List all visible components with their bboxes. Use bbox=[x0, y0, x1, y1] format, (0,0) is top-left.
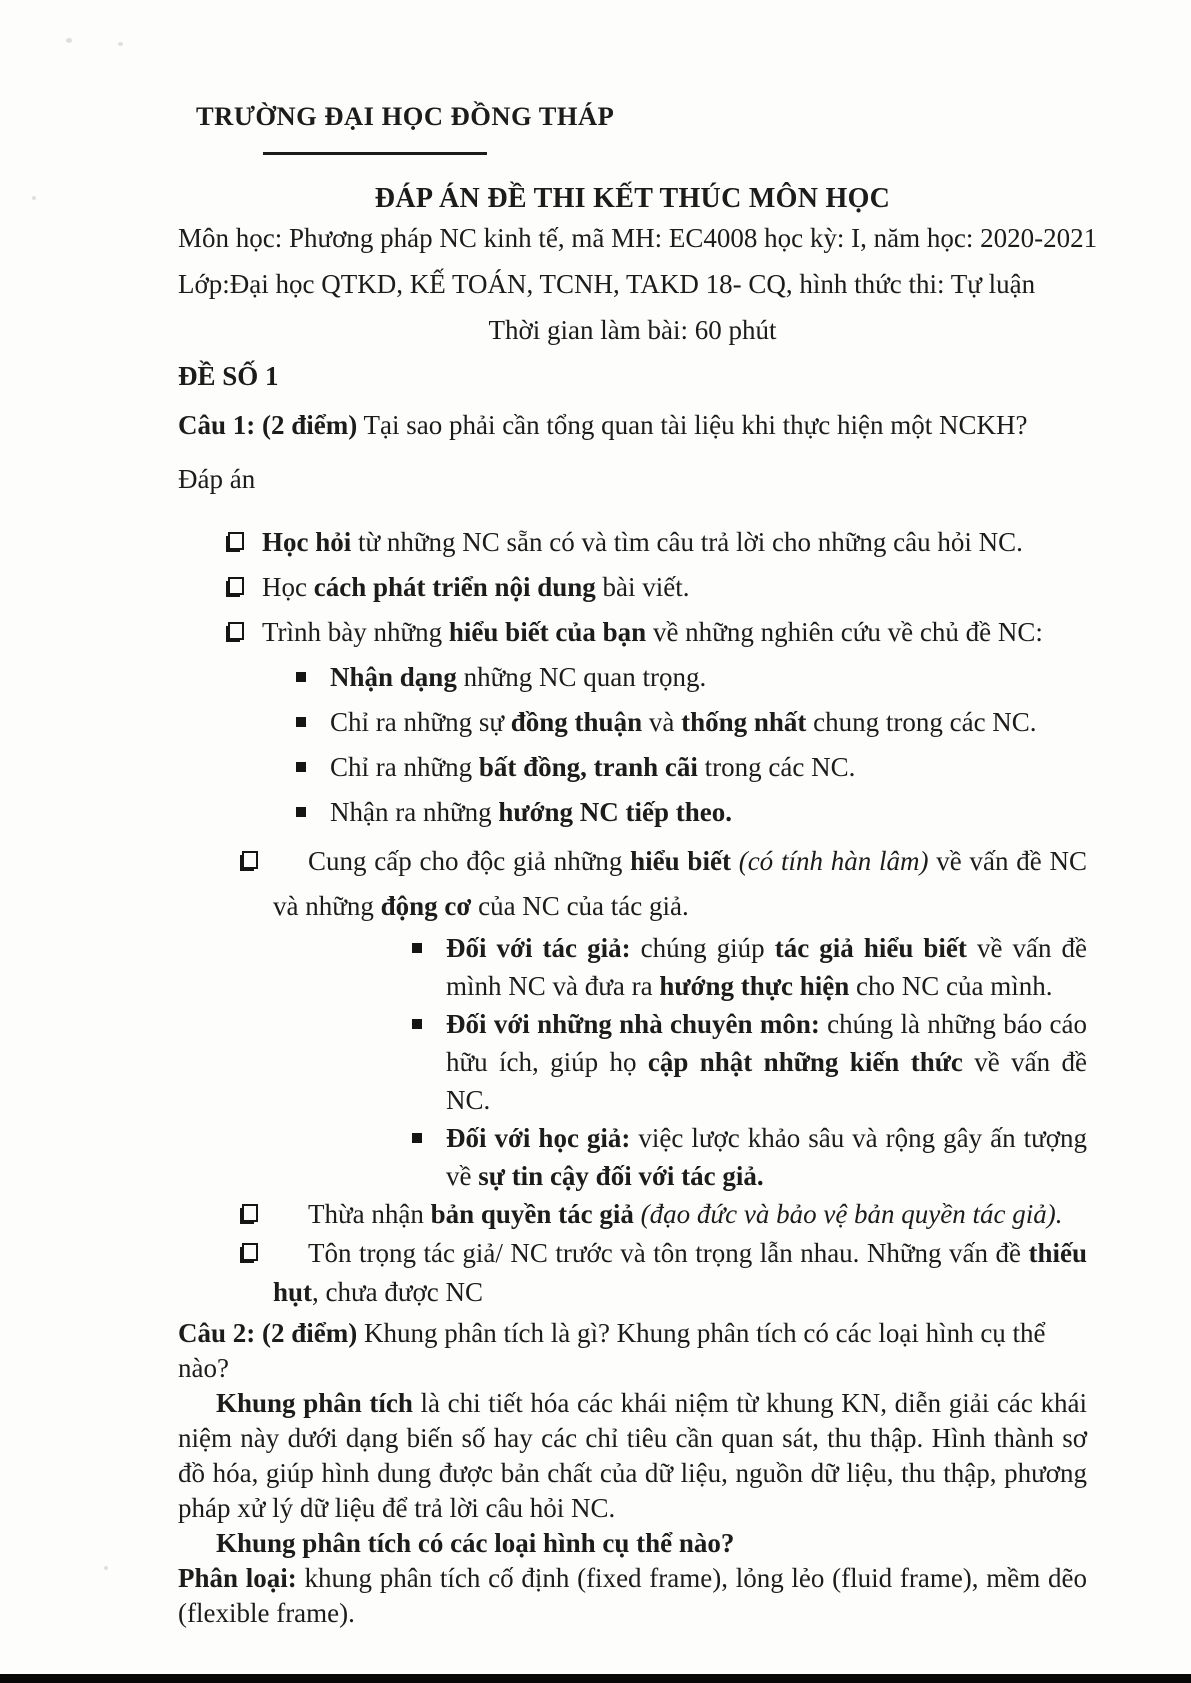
square-bullet-icon bbox=[296, 672, 306, 682]
answer-item bbox=[178, 790, 1087, 835]
text-run: từ những NC sẵn có và tìm câu trả lời cho những câu hỏi NC. bbox=[351, 527, 1023, 557]
course-line: Môn học: Phương pháp NC kinh tế, mã MH: EC4008 học kỳ: I, năm học: 2020-2021 bbox=[178, 223, 1098, 253]
square-bullet-icon bbox=[412, 1019, 422, 1029]
text-run: bất đồng, tranh cãi bbox=[478, 752, 698, 782]
text-run: Nhận ra những bbox=[330, 797, 499, 827]
answer-item bbox=[178, 1234, 1087, 1312]
text-run: chung trong các NC. bbox=[806, 707, 1037, 737]
text-run: Chỉ ra những sự bbox=[330, 707, 511, 737]
answer-item bbox=[178, 1195, 1087, 1234]
answer-item-text bbox=[262, 617, 1043, 647]
scan-speck bbox=[118, 42, 123, 46]
answer-item bbox=[178, 745, 1087, 790]
question2-classification bbox=[178, 1561, 1087, 1631]
scan-speck bbox=[66, 38, 72, 43]
duration-line: Thời gian làm bài: 60 phút bbox=[488, 315, 777, 345]
square-bullet-icon bbox=[296, 762, 306, 772]
text-run: hướng thực hiện bbox=[659, 971, 850, 1001]
text-run: Trình bày những bbox=[262, 617, 449, 647]
checkbox-bullet-icon bbox=[242, 1243, 258, 1261]
text-run: Tôn trọng tác giả/ NC trước và tôn trọng lẫn nhau. Những vấn đề bbox=[308, 1238, 1029, 1268]
answer-item bbox=[178, 520, 1087, 565]
text-run: Câu 1: (2 điểm) bbox=[178, 410, 358, 440]
document-content bbox=[178, 100, 1098, 1631]
text-run: Thừa nhận bbox=[308, 1199, 431, 1229]
answer-item-text bbox=[262, 572, 690, 602]
text-run: Chỉ ra những bbox=[330, 752, 479, 782]
text-run: Phân loại: bbox=[178, 1563, 297, 1593]
checkbox-bullet-icon bbox=[228, 622, 244, 640]
text-run: Khung phân tích là gì? Khung phân tích có các loại hình cụ thể nào? bbox=[178, 1318, 1046, 1383]
text-run: việc lược khảo sâu và rộng gây ấn tượng về bbox=[446, 1123, 1087, 1191]
checkbox-bullet-icon bbox=[242, 851, 258, 869]
answer-item bbox=[178, 655, 1087, 700]
answer-item-text bbox=[330, 707, 1037, 737]
text-run: Nhận dạng bbox=[330, 662, 457, 692]
text-run: hiểu biết của bạn bbox=[448, 617, 647, 647]
answer-item-text bbox=[446, 933, 1087, 1001]
text-run: trong các NC. bbox=[697, 752, 856, 782]
answer-item bbox=[178, 1119, 1087, 1195]
answer-item-text bbox=[273, 846, 1087, 921]
text-run: thống nhất bbox=[681, 707, 807, 737]
question2-subheading: Khung phân tích có các loại hình cụ thể nào? bbox=[216, 1528, 735, 1558]
answer-item bbox=[178, 610, 1087, 655]
text-run: Đối với học giả: bbox=[446, 1123, 631, 1153]
text-run: , chưa được NC bbox=[312, 1277, 484, 1307]
text-run: Cung cấp cho độc giả những bbox=[308, 846, 631, 876]
text-run: và bbox=[642, 707, 682, 737]
answer-item-text bbox=[330, 662, 706, 692]
text-run: cập nhật những kiến thức bbox=[647, 1047, 963, 1077]
checkbox-bullet-icon bbox=[242, 1204, 258, 1222]
answer-item bbox=[178, 1005, 1087, 1119]
text-run: hướng NC tiếp theo. bbox=[498, 797, 733, 827]
answer-item bbox=[178, 839, 1087, 929]
answer-item-text bbox=[446, 1009, 1087, 1115]
university-name: TRƯỜNG ĐẠI HỌC ĐỒNG THÁP bbox=[196, 101, 615, 131]
square-bullet-icon bbox=[412, 943, 422, 953]
text-run: về vấn đề NC. bbox=[446, 1047, 1087, 1115]
question1-heading bbox=[178, 402, 1087, 448]
text-run: Đối với tác giả: bbox=[446, 933, 631, 963]
text-run: chúng giúp bbox=[630, 933, 775, 963]
answer-item-text bbox=[262, 527, 1023, 557]
text-run: của NC của tác giả. bbox=[471, 891, 689, 921]
answer-label: Đáp án bbox=[178, 464, 256, 494]
text-run: những NC quan trọng. bbox=[456, 662, 707, 692]
text-run: về vấn đề mình NC và đưa ra bbox=[446, 933, 1087, 1001]
answer-item bbox=[178, 700, 1087, 745]
answer-item-text bbox=[446, 1123, 1087, 1191]
answer-list bbox=[178, 520, 1087, 1312]
text-run: cho NC của mình. bbox=[849, 971, 1053, 1001]
text-run: cách phát triển nội dung bbox=[313, 572, 596, 602]
class-line: Lớp:Đại học QTKD, KẾ TOÁN, TCNH, TAKD 18- CQ, hình thức thi: Tự luận bbox=[178, 269, 1036, 299]
text-run: sự tin cậy đối với tác giả. bbox=[478, 1161, 764, 1191]
text-run: tác giả hiểu biết bbox=[774, 933, 967, 963]
text-run: (có tính hàn lâm) bbox=[738, 846, 929, 876]
question2-paragraph bbox=[178, 1386, 1087, 1526]
exam-set-number: ĐỀ SỐ 1 bbox=[178, 361, 279, 391]
answer-item-text bbox=[273, 1238, 1087, 1307]
text-run: chúng là những báo cáo hữu ích, giúp họ bbox=[446, 1009, 1087, 1077]
square-bullet-icon bbox=[412, 1133, 422, 1143]
checkbox-bullet-icon bbox=[228, 577, 244, 595]
question2-heading bbox=[178, 1316, 1087, 1386]
text-run: bản quyền tác giả bbox=[430, 1199, 634, 1229]
text-run: Câu 2: (2 điểm) bbox=[178, 1318, 358, 1348]
text-run: Tại sao phải cần tổng quan tài liệu khi thực hiện một NCKH? bbox=[357, 410, 1028, 440]
text-run: bài viết. bbox=[595, 572, 690, 602]
text-run: đồng thuận bbox=[510, 707, 643, 737]
square-bullet-icon bbox=[296, 717, 306, 727]
text-run: Học bbox=[262, 572, 314, 602]
text-run bbox=[634, 1199, 641, 1229]
answer-item-text bbox=[330, 752, 855, 782]
answer-item bbox=[178, 929, 1087, 1005]
text-run: động cơ bbox=[380, 891, 472, 921]
answer-item-text bbox=[308, 1199, 1063, 1229]
text-run: Khung phân tích bbox=[216, 1388, 413, 1418]
text-run: khung phân tích cố định (fixed frame), lỏng lẻo (fluid frame), mềm dẽo (flexible frame). bbox=[178, 1563, 1087, 1628]
text-run: về vấn đề NC và những bbox=[273, 846, 1087, 921]
scan-edge-bar bbox=[0, 1674, 1191, 1683]
text-run: hiểu biết bbox=[630, 846, 731, 876]
text-run: Học hỏi bbox=[262, 527, 352, 557]
checkbox-bullet-icon bbox=[228, 532, 244, 550]
header-underline bbox=[263, 152, 487, 155]
text-run bbox=[731, 846, 739, 876]
text-run: về những nghiên cứu về chủ đề NC: bbox=[646, 617, 1043, 647]
answer-item-text bbox=[330, 797, 732, 827]
scan-speck bbox=[104, 1566, 108, 1570]
text-run: là chi tiết hóa các khái niệm từ khung KN, diễn giải các khái niệm này dưới dạng biến số hay các chỉ tiêu cần quan sát, thu thập. Hình thành sơ đồ hóa, giúp hình dung được bản chất của dữ liệu, nguồn dữ liệu, thu thập, phương pháp xử lý dữ liệu để trả lời câu hỏi NC. bbox=[178, 1388, 1087, 1523]
text-run: Đối với những nhà chuyên môn: bbox=[446, 1009, 820, 1039]
answer-item bbox=[178, 565, 1087, 610]
text-run: thiếu hụt bbox=[273, 1238, 1087, 1307]
square-bullet-icon bbox=[296, 807, 306, 817]
scan-speck bbox=[32, 196, 36, 200]
document-title: ĐÁP ÁN ĐỀ THI KẾT THÚC MÔN HỌC bbox=[374, 183, 891, 214]
text-run: (đạo đức và bảo vệ bản quyền tác giả). bbox=[640, 1199, 1063, 1229]
